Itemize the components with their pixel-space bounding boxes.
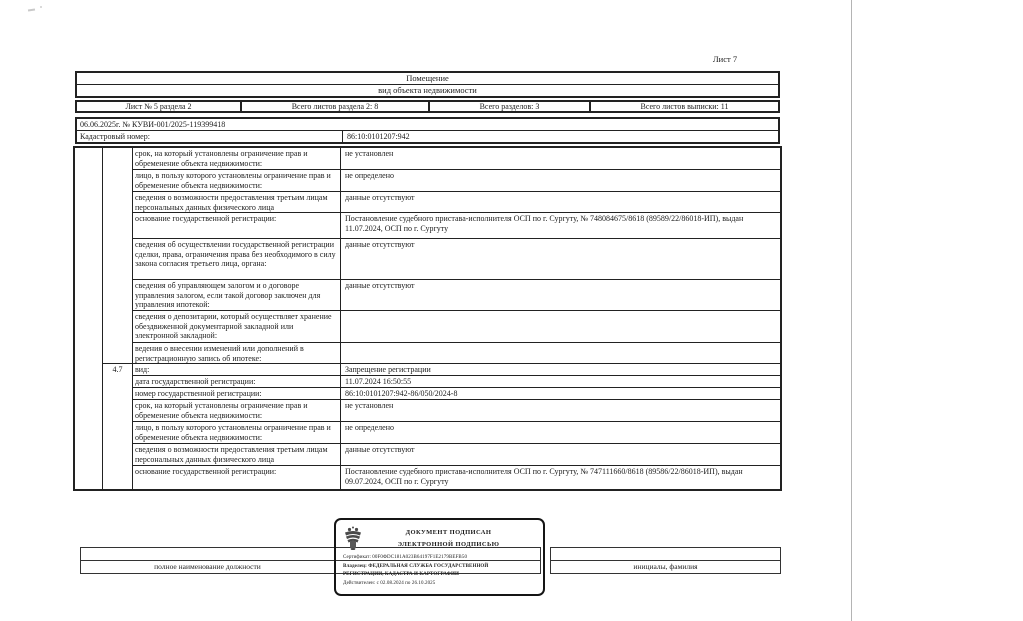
section-number: 4.7 [103,364,133,489]
row-value: Постановление судебного пристава-исполнителя ОСП по г. Сургуту, № 748084675/8618 (89589/22/86018-ИП), выдан 11.07.2024, ОСП по г. Сургуту [345,214,744,233]
stamp-title-line1: ДОКУМЕНТ ПОДПИСАН [405,529,492,536]
sheet-info-cell: Лист № 5 раздела 2 [77,102,242,111]
sheet-info-cell: Всего разделов: 3 [430,102,591,111]
object-type: Помещение [77,73,778,85]
row-label: лицо, в пользу которого установлены ограничение прав и обременение объекта недвижимости: [133,422,341,443]
table-row [133,400,780,422]
row-value: данные отсутствуют [345,281,415,291]
row-label: сведения о возможности предоставления третьим лицам персональных данных физического лица [133,192,341,212]
row-label: основание государственной регистрации: [133,213,341,238]
table-row [133,364,780,376]
table-row [133,376,780,388]
row-value: не определено [345,422,395,432]
row-value: 86:10:0101207:942-86/050/2024-8 [345,389,458,399]
digital-signature-stamp [334,518,545,596]
table-row [133,388,780,400]
row-label: сведения об управляющем залогом и о договоре управления залогом, если такой договор заключен для управления ипотекой: [133,280,341,310]
row-value: не установлен [345,149,394,158]
row-label: сведения о возможности предоставления третьим лицам персональных данных физического лица [133,444,341,465]
stamp-owner-line2: РЕГИСТРАЦИИ, КАДАСТРА И КАРТОГРАФИИ [343,572,459,577]
sheet-info-box [75,100,780,113]
section-number [103,148,133,363]
row-value: 11.07.2024 16:50:55 [345,377,412,387]
table-row [133,466,780,489]
stamp-title-line2: ЭЛЕКТРОННОЙ ПОДПИСЬЮ [397,541,500,548]
signature-line [551,548,780,561]
sheet-info-cell: Всего листов раздела 2: 8 [242,102,430,111]
row-label: сведения о депозитарии, который осуществляет хранение обездвиженной документарной закладной или электронной закладной: [133,311,341,342]
row-value: данные отсутствуют [345,193,415,202]
row-value: данные отсутствуют [345,444,415,454]
table-row [133,239,780,280]
row-value [341,311,780,342]
row-label: номер государственной регистрации: [133,388,341,399]
row-label: ведения о внесении изменений или дополнений в регистрационную запись об ипотеке: [133,343,341,363]
table-row [133,311,780,343]
row-value: не определено [345,171,395,180]
row-value: Постановление судебного пристава-исполнителя ОСП по г. Сургуту, № 747111660/8618 (89586/22/86018-ИП), выдан 09.07.2024, ОСП по г. Сургуту [345,466,743,486]
table-row [133,148,780,170]
row-label: срок, на который установлены ограничение прав и обременение объекта недвижимости: [133,148,341,169]
signature-caption-position: полное наименование должности [154,562,261,571]
sheet-info-cell: Всего листов выписки: 11 [640,102,729,111]
object-type-caption: вид объекта недвижимости [378,85,477,95]
table-section [103,148,780,363]
table-row [133,444,780,466]
row-label: лицо, в пользу которого установлены ограничение прав и обременение объекта недвижимости: [133,170,341,191]
signature-caption-name: инициалы, фамилия [633,562,698,571]
table-row [133,422,780,444]
object-type-box [75,71,780,98]
scan-artifact [28,9,35,12]
table-outer-number-column [75,148,103,489]
row-label: основание государственной регистрации: [133,466,341,489]
table-row [133,170,780,192]
stamp-owner-line1: Владелец: ФЕДЕРАЛЬНАЯ СЛУЖБА ГОСУДАРСТВЕННОЙ [343,564,489,569]
table-row [133,192,780,213]
table-row [133,213,780,239]
row-label: вид: [133,364,341,375]
cadastral-value: 86:10:0101207:942 [347,132,410,141]
stamp-validity: Действителен: с 02.08.2024 по 26.10.2025 [343,581,436,586]
stamp-certificate: Сертификат: 00F0ФDC181A023B64197F1E2179BEFB50 [343,555,468,560]
row-value: данные отсутствуют [345,240,415,250]
table-row [133,343,780,363]
row-label: сведения об осуществлении государственной регистрации сделки, права, ограничения права без необходимого в силу закона согласия третьего лица, органа: [133,239,341,279]
table-row [133,280,780,311]
row-value: Запрещение регистрации [345,365,431,375]
restrictions-table [73,146,782,491]
row-value: не установлен [345,400,394,410]
table-section [103,363,780,489]
cadastral-label: Кадастровый номер: [77,131,343,142]
scan-artifact [40,6,42,8]
signature-box-name [550,547,781,574]
row-label: срок, на который установлены ограничение прав и обременение объекта недвижимости: [133,400,341,421]
extract-info-box [75,117,780,144]
sheet-number: Лист 7 [712,54,738,64]
coat-of-arms-icon [343,525,363,556]
cadastral-row [77,131,778,142]
extract-date-number: 06.06.2025г. № КУВИ-001/2025-119399418 [77,119,778,131]
row-value [341,343,780,363]
row-label: дата государственной регистрации: [133,376,341,387]
page-fold-line [851,0,852,621]
